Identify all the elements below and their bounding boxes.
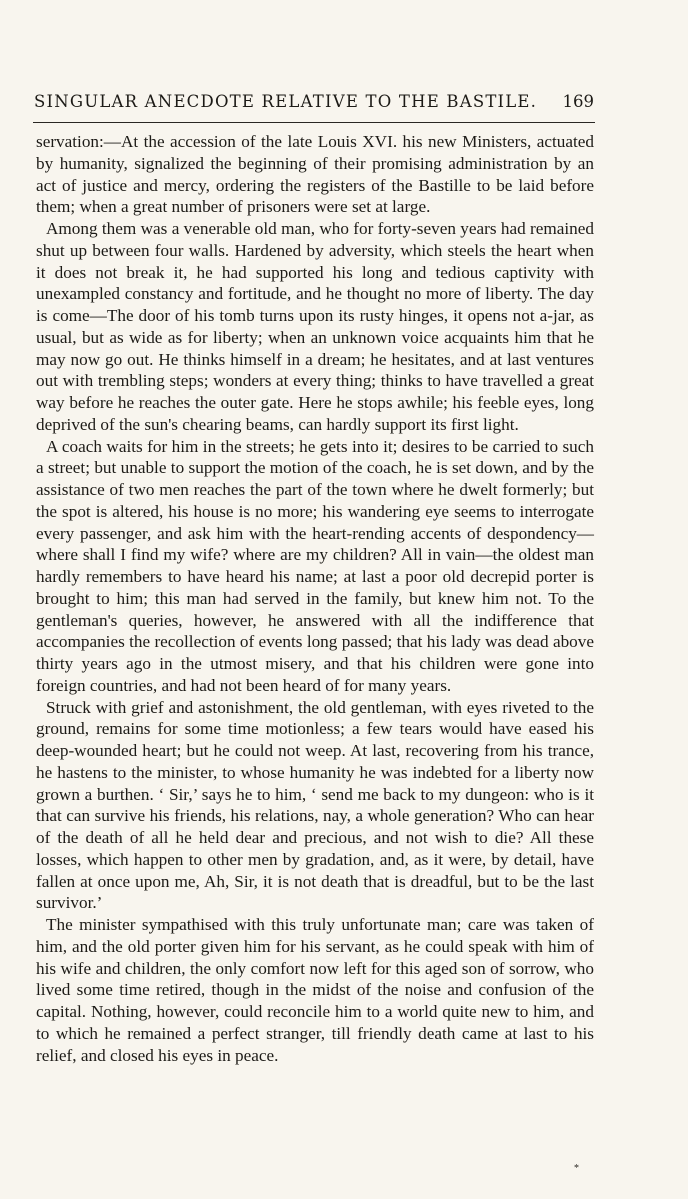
paragraph-1: servation:—At the accession of the late Louis XVI. his new Ministers, actuated by humanity, signalized the beginning of their promising administration by an act of justice and mercy, ordering the registers of the Bastille to be laid before them; when a great number of prisoners were set at large.	[36, 132, 594, 217]
page-number: 169	[562, 92, 594, 111]
paragraph-4: Struck with grief and astonishment, the old gentleman, with eyes riveted to the ground, remains for some time motionless; a few tears would have eased his deep-wounded heart; but he could not weep. At last, recovering from his trance, he hastens to the minister, to whose humanity he was indebted for a liberty now grown a burthen. ‘ Sir,’ says he to him, ‘ send me back to my dungeon: who is it that can survive his friends, his relations, nay, a whole generation? Who can hear of the death of all he held dear and precious, and not wish to die? All these losses, which happen to other men by gradation, and, as it were, by detail, have fallen at once upon me, Ah, Sir, it is not death that is dreadful, but to be the last survivor.’	[36, 697, 594, 913]
running-head: SINGULAR ANECDOTE RELATIVE TO THE BASTILE.	[34, 92, 538, 111]
paragraph-5: The minister sympathised with this truly unfortunate man; care was taken of him, and the old porter given him for his servant, as he could speak with him of his wife and children, the only comfort now left for this aged son of sorrow, who lived some time retired, though in the midst of the noise and confusion of the capital. Nothing, however, could reconcile him to a world quite new to him, and to which he remained a perfect stranger, till friendly death came at last to his relief, and closed his eyes in peace.	[36, 915, 594, 1065]
page-header	[34, 92, 594, 116]
footer-mark: *	[574, 1163, 579, 1174]
body-text	[36, 131, 594, 1066]
header-rule	[33, 122, 595, 123]
paragraph-3: A coach waits for him in the streets; he gets into it; desires to be carried to such a street; but unable to support the motion of the coach, he is set down, and by the assistance of two men reaches the part of the town where he dwelt formerly; but the spot is altered, his house is no more; his wandering eye seems to interrogate every passenger, and ask him with the heart-rending accents of despondency—where shall I find my wife? where are my children? All in vain—the oldest man hardly remembers to have heard his name; at last a poor old decrepid porter is brought to him; this man had served in the family, but knew him not. To the gentleman's queries, however, he answered with all the indifference that accompanies the recollection of events long passed; that his lady was dead above thirty years ago in the utmost misery, and that his children were gone into foreign countries, and had not been heard of for many years.	[36, 436, 594, 695]
paragraph-2: Among them was a venerable old man, who for forty-seven years had remained shut up between four walls. Hardened by adversity, which steels the heart when it does not break it, he had supported his long and tedious captivity with unexampled constancy and fortitude, and he thought no more of liberty. The day is come—The door of his tomb turns upon its rusty hinges, it opens not a-jar, as usual, but as wide as for liberty; when an unknown voice acquaints him that he may now go out. He thinks himself in a dream; he hesitates, and at last ventures out with trembling steps; wonders at every thing; thinks to have travelled a great way before he reaches the outer gate. Here he stops awhile; his feeble eyes, long deprived of the sun's chearing beams, can hardly support its first light.	[36, 219, 594, 434]
